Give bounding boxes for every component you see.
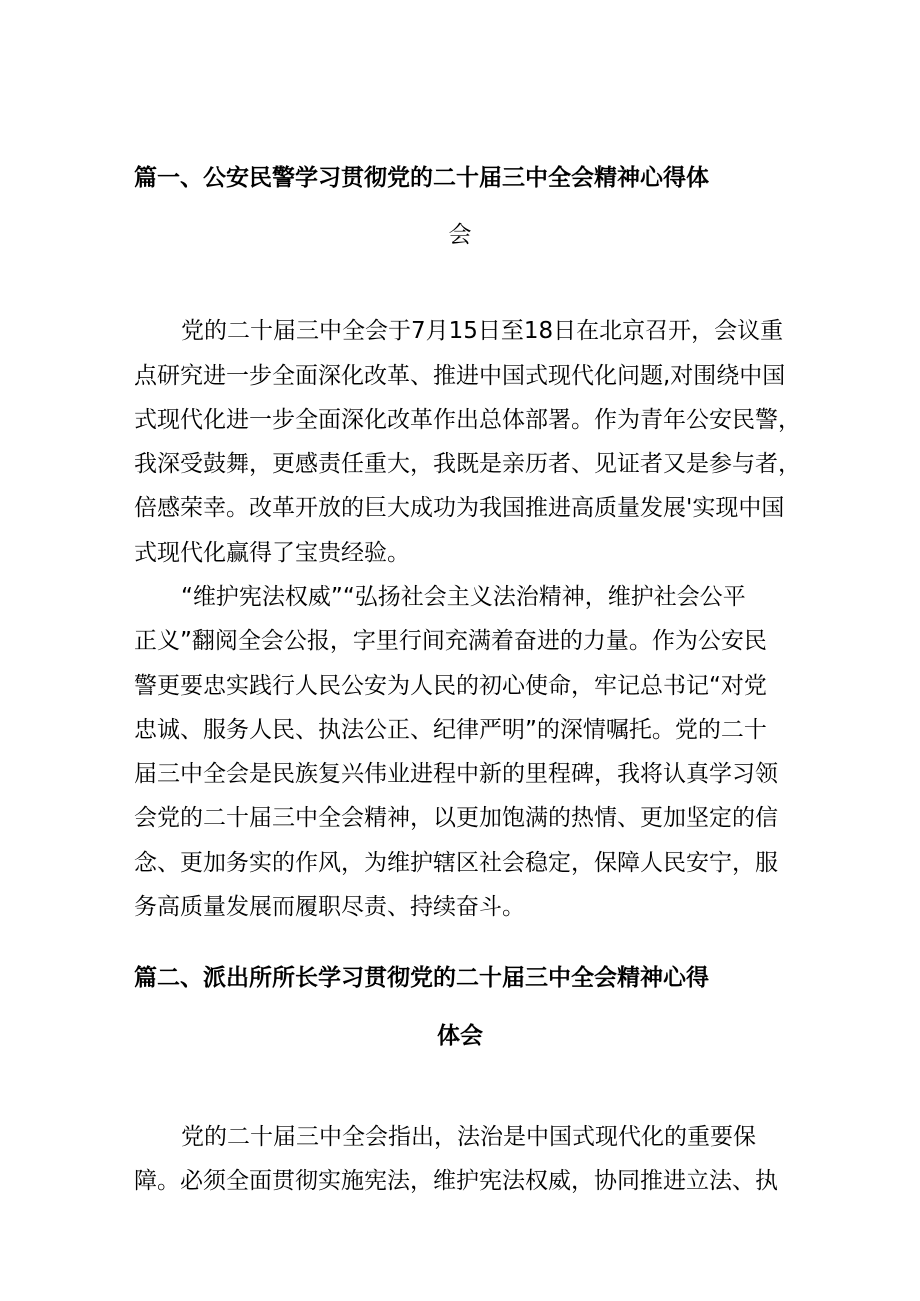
- s1-p1-line4: 我深受鼓舞，更感责任重大，我既是亲历者、见证者又是参与者，: [134, 451, 801, 477]
- s1-p2-line3: 警更要忠实践行人民公安为人民的初心使命，牢记总书记“对党: [134, 673, 767, 699]
- s1-p1-line3: 式现代化进一步全面深化改革作出总体部署。作为青年公安民警，: [134, 407, 801, 433]
- s1-p2-line2: 正义”翻阅全会公报，字里行间充满着奋进的力量。作为公安民: [134, 628, 767, 654]
- s1-p1-line1: 党的二十届三中全会于7月15日至18日在北京召开，会议重: [181, 318, 784, 344]
- section1-title-line1: 篇一、公安民警学习贯彻党的二十届三中全会精神心得体: [134, 165, 709, 191]
- section2-title-line2: 体会: [437, 1023, 483, 1049]
- s1-p1-line5: 倍感荣幸。改革开放的巨大成功为我国推进高质量发展'实现中国: [134, 495, 785, 521]
- s1-p2-line7: 念、更加务实的作风，为维护辖区社会稳定，保障人民安宁，服: [134, 850, 778, 876]
- section1-title-line2: 会: [448, 222, 472, 248]
- s1-p2-line6: 会党的二十届三中全会精神，以更加饱满的热情、更加坚定的信: [134, 805, 778, 831]
- s2-p1-line1: 党的二十届三中全会指出，法治是中国式现代化的重要保: [181, 1124, 756, 1150]
- section2-title-line1: 篇二、派出所所长学习贯彻党的二十届三中全会精神心得: [134, 965, 709, 991]
- s2-p1-line2: 障。必须全面贯彻实施宪法，维护宪法权威，协同推进立法、执: [134, 1168, 778, 1194]
- s1-p2-line1: “维护宪法权威”“弘扬社会主义法治精神，维护社会公平: [181, 584, 746, 610]
- s1-p1-line6: 式现代化赢得了宝贵经验。: [134, 540, 410, 566]
- s1-p2-line8: 务高质量发展而履职尽责、持续奋斗。: [134, 894, 525, 920]
- s1-p2-line5: 届三中全会是民族复兴伟业进程中新的里程碑，我将认真学习领: [134, 761, 778, 787]
- s1-p2-line4: 忠诚、服务人民、执法公正、纪律严明”的深情嘱托。党的二十: [134, 717, 767, 743]
- s1-p1-line2: 点研究进一步全面深化改革、推进中国式现代化问题,对围绕中国: [134, 363, 786, 389]
